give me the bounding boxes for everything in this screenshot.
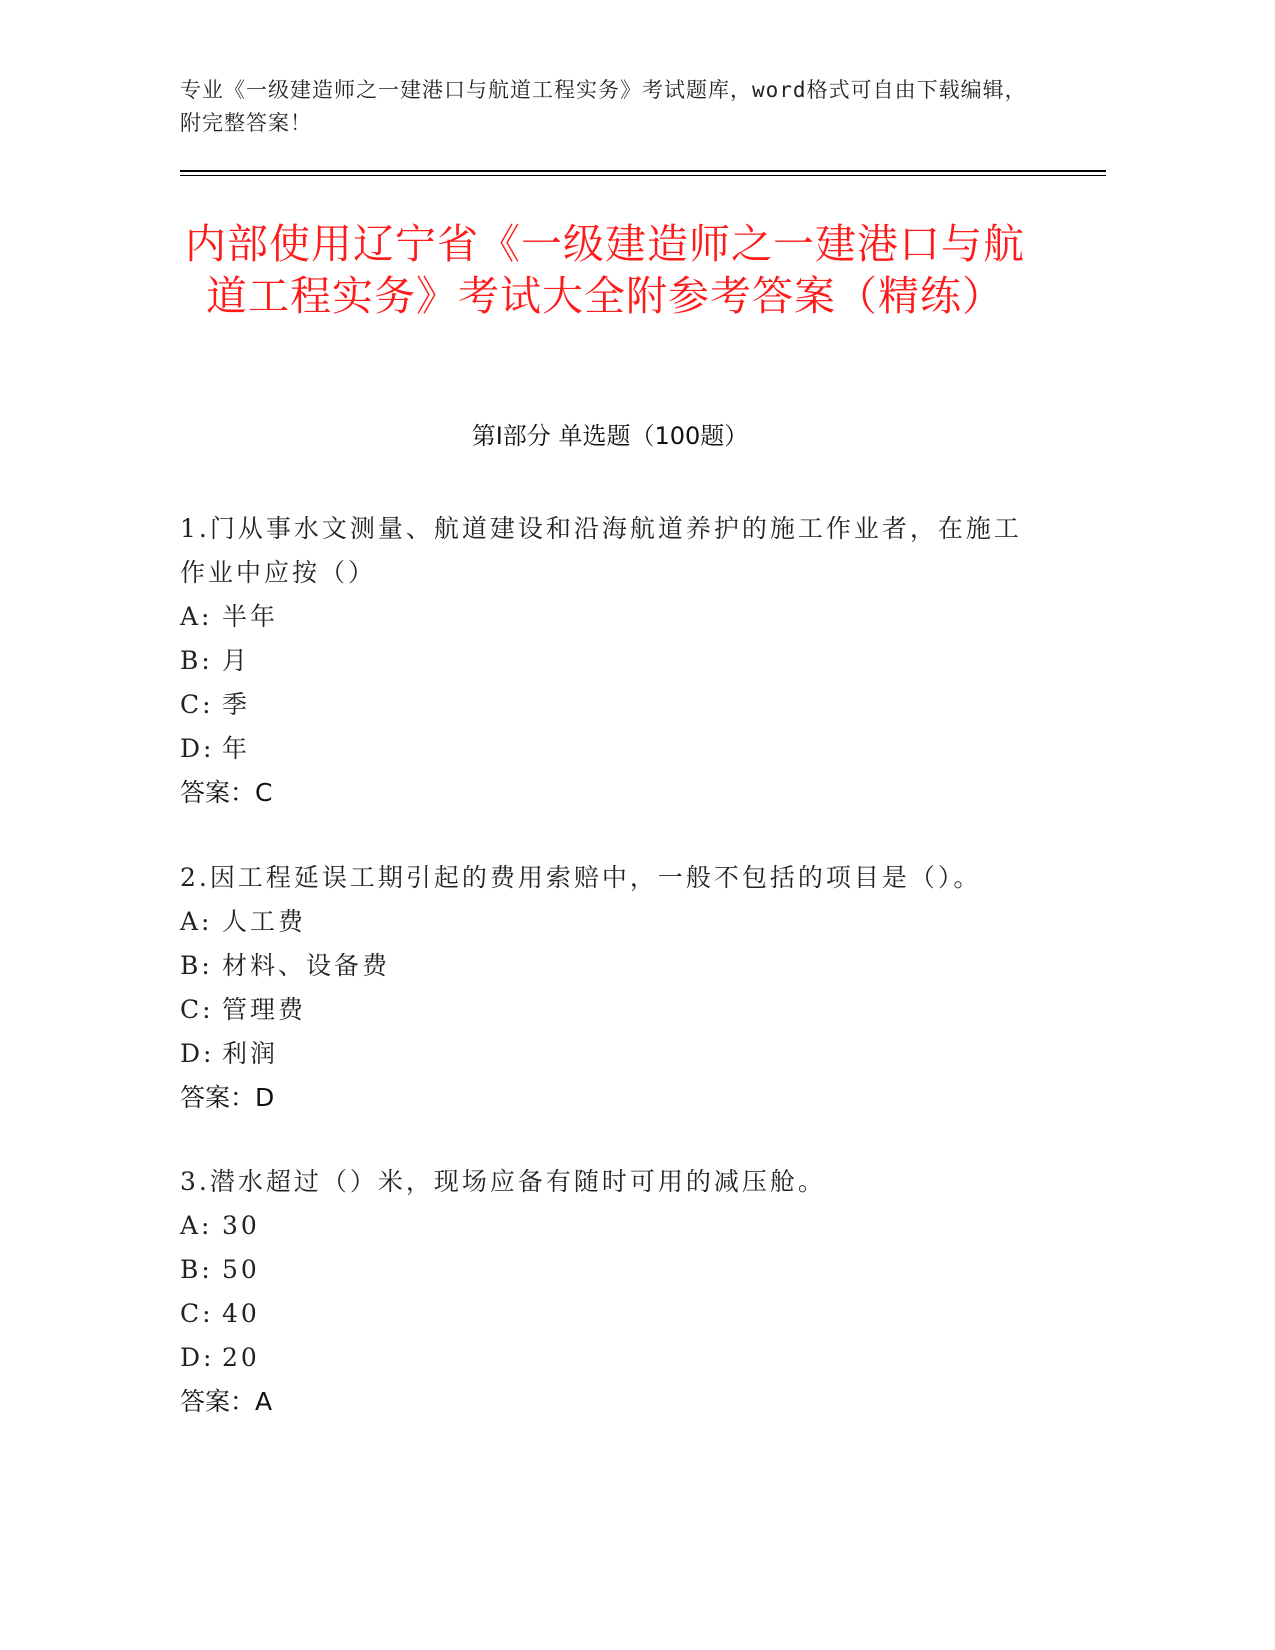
option-key: C: [180, 995, 214, 1024]
option-key: B: [180, 951, 213, 980]
option-a [180, 1204, 1040, 1248]
header-divider [180, 170, 1106, 172]
option-d [180, 1336, 1040, 1380]
document-title: 内部使用辽宁省《一级建造师之一建港口与航道工程实务》考试大全附参考答案（精练） [185, 220, 1025, 320]
option-b [180, 639, 1040, 683]
question-3 [180, 1160, 1040, 1424]
header-note: 专业《一级建造师之一建港口与航道工程实务》考试题库，word格式可自由下载编辑，附完整答案！ [180, 78, 1027, 135]
option-a [180, 900, 1040, 944]
option-text: 半年 [222, 602, 279, 631]
question-stem: 1.门从事水文测量、航道建设和沿海航道养护的施工作业者，在施工作业中应按（） [180, 514, 1022, 587]
option-d [180, 1032, 1040, 1076]
option-text: 40 [222, 1299, 260, 1328]
option-key: D: [180, 1343, 215, 1372]
option-text: 人工费 [222, 907, 307, 936]
option-key: A: [180, 602, 213, 631]
option-key: A: [180, 1211, 213, 1240]
option-d [180, 727, 1040, 771]
question-stem: 3.潜水超过（）米，现场应备有随时可用的减压舱。 [180, 1167, 826, 1196]
answer: 答案：D [180, 1083, 275, 1112]
option-text: 利润 [222, 1039, 279, 1068]
header-divider-thin [180, 175, 1106, 176]
option-c [180, 683, 1040, 727]
option-text: 30 [222, 1211, 260, 1240]
section-title: 第Ⅰ部分 单选题（100题） [471, 422, 749, 450]
option-key: D: [180, 1039, 215, 1068]
answer: 答案：A [180, 1387, 273, 1416]
option-a [180, 595, 1040, 639]
option-text: 月 [222, 646, 251, 675]
question-1 [180, 507, 1040, 815]
option-c [180, 1292, 1040, 1336]
question-stem: 2.因工程延误工期引起的费用索赔中，一般不包括的项目是（）。 [180, 863, 982, 892]
option-text: 管理费 [222, 995, 307, 1024]
option-b [180, 1248, 1040, 1292]
option-text: 20 [222, 1343, 260, 1372]
option-text: 50 [222, 1255, 260, 1284]
answer: 答案：C [180, 778, 273, 807]
question-2 [180, 856, 1040, 1120]
option-text: 季 [222, 690, 251, 719]
option-key: A: [180, 907, 213, 936]
option-key: B: [180, 1255, 213, 1284]
option-b [180, 944, 1040, 988]
option-key: B: [180, 646, 213, 675]
option-key: C: [180, 1299, 214, 1328]
option-text: 材料、设备费 [222, 951, 391, 980]
option-key: C: [180, 690, 214, 719]
option-c [180, 988, 1040, 1032]
option-key: D: [180, 734, 215, 763]
option-text: 年 [222, 734, 251, 763]
